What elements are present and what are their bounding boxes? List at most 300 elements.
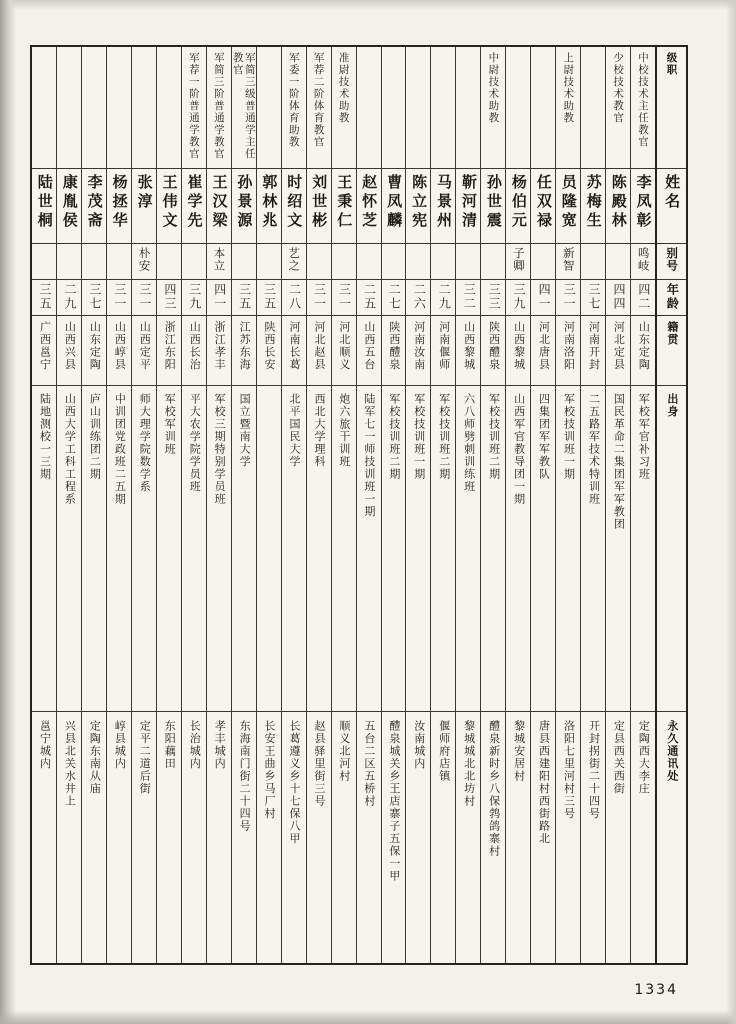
alias-cell xyxy=(157,244,181,280)
native-place-text: 广西邕宁 xyxy=(38,321,52,371)
address-text: 崞县城内 xyxy=(113,720,127,770)
age-cell xyxy=(357,280,381,316)
origin-cell xyxy=(481,386,505,712)
address-text: 开封拐街二十四号 xyxy=(587,720,601,820)
address-text: 黎城安居村 xyxy=(512,720,526,783)
name-cell xyxy=(332,169,356,244)
rank-cell xyxy=(282,47,306,169)
origin-cell xyxy=(257,386,281,712)
rank-cell xyxy=(456,47,480,169)
native-place-text: 河北赵县 xyxy=(312,321,326,371)
native-place-cell xyxy=(431,316,455,386)
origin-text: 北平国民大学 xyxy=(288,393,301,468)
header-label-native-place: 籍贯 xyxy=(665,321,679,346)
name-cell xyxy=(32,169,56,244)
age-text: 四二 xyxy=(636,283,651,311)
name-cell xyxy=(631,169,655,244)
age-text: 三七 xyxy=(587,283,602,311)
address-cell xyxy=(32,712,56,963)
native-place-cell xyxy=(581,316,605,386)
origin-cell xyxy=(207,386,231,712)
person-name: 陆世桐 xyxy=(35,174,54,231)
age-text: 三二 xyxy=(462,283,477,311)
name-cell xyxy=(207,169,231,244)
person-column xyxy=(630,47,655,963)
origin-text: 西北大学理科 xyxy=(312,393,326,468)
age-cell xyxy=(32,280,56,316)
header-cell-name xyxy=(657,169,686,244)
age-cell xyxy=(257,280,281,316)
alias-cell xyxy=(631,244,655,280)
address-cell xyxy=(332,712,356,963)
origin-cell xyxy=(132,386,156,712)
name-cell xyxy=(531,169,555,244)
alias-cell xyxy=(307,244,331,280)
native-place-text: 河南洛阳 xyxy=(562,321,576,371)
name-cell xyxy=(606,169,630,244)
rank-text: 少校技术教官 xyxy=(612,52,625,124)
person-column xyxy=(281,47,306,963)
age-cell xyxy=(406,280,430,316)
address-cell xyxy=(132,712,156,963)
person-name: 孙世震 xyxy=(484,174,503,231)
alias-cell xyxy=(57,244,81,280)
address-text: 长安王曲乡马厂村 xyxy=(263,720,277,820)
address-text: 醴泉新时乡八保鹁鸽寨村 xyxy=(487,720,501,858)
name-cell xyxy=(57,169,81,244)
origin-cell xyxy=(431,386,455,712)
age-cell xyxy=(57,280,81,316)
age-text: 四四 xyxy=(611,283,626,311)
rank-text: 中校技术主任教官 xyxy=(637,52,650,148)
rank-cell xyxy=(406,47,430,169)
alias-cell xyxy=(232,244,256,280)
native-place-text: 山东定陶 xyxy=(88,321,102,371)
person-column xyxy=(156,47,181,963)
header-label-address: 永久通讯处 xyxy=(665,720,679,783)
name-cell xyxy=(481,169,505,244)
age-text: 二九 xyxy=(437,283,452,311)
native-place-text: 陕西醴泉 xyxy=(487,321,501,371)
header-cell-age xyxy=(657,280,686,316)
header-cell-address xyxy=(657,712,686,963)
alias-cell xyxy=(581,244,605,280)
person-name: 任双禄 xyxy=(534,174,553,231)
address-text: 定平二道后街 xyxy=(138,720,152,795)
table-header-column xyxy=(655,47,686,963)
address-text: 孝丰城内 xyxy=(213,720,227,770)
person-column xyxy=(331,47,356,963)
scan-edge-shadow-bottom xyxy=(0,1010,736,1024)
origin-cell xyxy=(606,386,630,712)
person-column xyxy=(580,47,605,963)
origin-text: 六八师劈刺训练班 xyxy=(462,393,476,493)
rank-text: 中尉技术助教 xyxy=(487,52,500,124)
native-place-text: 江苏东海 xyxy=(238,321,252,371)
address-cell xyxy=(531,712,555,963)
rank-text: 军简三阶普通学教官 xyxy=(212,52,225,160)
native-place-cell xyxy=(456,316,480,386)
rank-cell xyxy=(332,47,356,169)
address-text: 邕宁城内 xyxy=(38,720,52,770)
native-place-text: 河北顺义 xyxy=(337,321,351,371)
address-text: 黎城城北北坊村 xyxy=(462,720,476,808)
rank-text: 准尉技术助教 xyxy=(337,52,350,124)
address-text: 长葛遵义乡十七保八甲 xyxy=(288,720,301,845)
address-cell xyxy=(307,712,331,963)
rank-text: 军荐一阶普通学教官 xyxy=(187,52,200,160)
rank-cell xyxy=(107,47,131,169)
person-name: 杨伯元 xyxy=(509,174,528,231)
person-column xyxy=(106,47,131,963)
age-cell xyxy=(282,280,306,316)
scan-edge-shadow-right xyxy=(726,0,736,1024)
address-cell xyxy=(631,712,655,963)
address-cell xyxy=(157,712,181,963)
person-name: 陈立宪 xyxy=(410,174,429,231)
origin-text: 国民革命二集团军军教团 xyxy=(612,393,626,531)
origin-cell xyxy=(307,386,331,712)
native-place-text: 山东定陶 xyxy=(637,321,651,371)
native-place-text: 山西定平 xyxy=(138,321,152,371)
rank-text: 上尉技术助教 xyxy=(562,52,575,124)
person-column xyxy=(505,47,530,963)
origin-cell xyxy=(107,386,131,712)
name-cell xyxy=(132,169,156,244)
alias-cell xyxy=(531,244,555,280)
address-cell xyxy=(556,712,580,963)
header-cell-rank xyxy=(657,47,686,169)
address-text: 洛阳七里河村三号 xyxy=(562,720,576,820)
person-column xyxy=(256,47,281,963)
native-place-cell xyxy=(182,316,206,386)
origin-text: 国立暨南大学 xyxy=(238,393,252,468)
person-name: 赵怀芝 xyxy=(360,174,379,231)
person-name: 康胤侯 xyxy=(60,174,79,231)
rank-cell xyxy=(57,47,81,169)
rank-cell xyxy=(431,47,455,169)
name-cell xyxy=(157,169,181,244)
person-name: 苏梅生 xyxy=(584,174,603,231)
person-column xyxy=(405,47,430,963)
name-cell xyxy=(506,169,530,244)
alias-cell xyxy=(107,244,131,280)
rank-cell xyxy=(32,47,56,169)
native-place-cell xyxy=(57,316,81,386)
origin-cell xyxy=(82,386,106,712)
native-place-text: 山西五台 xyxy=(362,321,376,371)
origin-text: 军校军官补习班 xyxy=(637,393,651,481)
person-name: 陈殿林 xyxy=(609,174,628,231)
native-place-text: 河南汝南 xyxy=(412,321,426,371)
origin-cell xyxy=(157,386,181,712)
person-name: 郭林兆 xyxy=(260,174,279,231)
origin-cell xyxy=(357,386,381,712)
native-place-text: 河北定县 xyxy=(612,321,626,371)
person-column xyxy=(480,47,505,963)
address-cell xyxy=(456,712,480,963)
address-text: 定县西关西街 xyxy=(612,720,626,795)
address-text: 顺义北河村 xyxy=(337,720,351,783)
scan-edge-shadow-left xyxy=(0,0,16,1024)
person-column xyxy=(56,47,81,963)
alias-text: 新智 xyxy=(561,247,576,272)
native-place-cell xyxy=(32,316,56,386)
person-column xyxy=(181,47,206,963)
native-place-text: 山西黎城 xyxy=(462,321,476,371)
age-text: 三一 xyxy=(312,283,327,311)
origin-text: 军校军训班 xyxy=(163,393,177,456)
rank-text: 军简三级普通学主任教官 xyxy=(231,52,256,160)
rank-cell xyxy=(207,47,231,169)
age-cell xyxy=(431,280,455,316)
person-column xyxy=(131,47,156,963)
alias-cell xyxy=(82,244,106,280)
native-place-text: 河南偃师 xyxy=(437,321,451,371)
address-cell xyxy=(257,712,281,963)
native-place-text: 浙江孝丰 xyxy=(213,321,227,371)
alias-cell xyxy=(506,244,530,280)
origin-text: 陆地测校一三期 xyxy=(38,393,52,481)
age-cell xyxy=(382,280,406,316)
native-place-cell xyxy=(481,316,505,386)
header-label-name: 姓名 xyxy=(663,174,682,212)
person-column xyxy=(231,47,256,963)
name-cell xyxy=(232,169,256,244)
age-cell xyxy=(82,280,106,316)
address-cell xyxy=(406,712,430,963)
name-cell xyxy=(456,169,480,244)
origin-text: 平大农学院学员班 xyxy=(188,393,202,493)
native-place-cell xyxy=(232,316,256,386)
age-text: 二八 xyxy=(287,283,302,311)
person-name: 李茂斋 xyxy=(85,174,104,231)
address-cell xyxy=(357,712,381,963)
header-cell-alias xyxy=(657,244,686,280)
age-cell xyxy=(556,280,580,316)
address-text: 东海南门街二十四号 xyxy=(238,720,252,833)
address-cell xyxy=(382,712,406,963)
name-cell xyxy=(406,169,430,244)
native-place-text: 山西崞县 xyxy=(113,321,127,371)
native-place-text: 河南长葛 xyxy=(288,321,301,371)
rank-cell xyxy=(506,47,530,169)
origin-cell xyxy=(406,386,430,712)
alias-text: 本立 xyxy=(212,247,227,272)
alias-text: 艺之 xyxy=(287,247,302,272)
origin-text: 军校技训班一期 xyxy=(412,393,426,481)
native-place-cell xyxy=(332,316,356,386)
name-cell xyxy=(307,169,331,244)
address-text: 汝南城内 xyxy=(412,720,426,770)
age-cell xyxy=(456,280,480,316)
person-name: 员隆宽 xyxy=(559,174,578,231)
origin-text: 军校技训班二期 xyxy=(437,393,451,481)
alias-cell xyxy=(257,244,281,280)
origin-cell xyxy=(556,386,580,712)
alias-cell xyxy=(382,244,406,280)
age-text: 二六 xyxy=(412,283,427,311)
alias-cell xyxy=(332,244,356,280)
rank-cell xyxy=(307,47,331,169)
native-place-cell xyxy=(631,316,655,386)
name-cell xyxy=(182,169,206,244)
origin-cell xyxy=(182,386,206,712)
person-column xyxy=(306,47,331,963)
person-name: 王秉仁 xyxy=(335,174,354,231)
name-cell xyxy=(431,169,455,244)
age-text: 三五 xyxy=(38,283,53,311)
age-text: 三一 xyxy=(562,283,577,311)
alias-text: 子卿 xyxy=(511,247,526,272)
age-cell xyxy=(232,280,256,316)
address-text: 五台二区五桥村 xyxy=(362,720,376,808)
person-column xyxy=(381,47,406,963)
rank-cell xyxy=(606,47,630,169)
rank-cell xyxy=(531,47,555,169)
age-text: 三一 xyxy=(337,283,352,311)
address-cell xyxy=(232,712,256,963)
origin-cell xyxy=(232,386,256,712)
origin-text: 军校技训班二期 xyxy=(487,393,501,481)
rank-text: 军荐二阶体育教官 xyxy=(312,52,325,148)
header-label-rank: 级职 xyxy=(665,52,678,76)
rank-cell xyxy=(182,47,206,169)
address-text: 东阳藕田 xyxy=(163,720,177,770)
native-place-text: 山西长治 xyxy=(188,321,202,371)
origin-cell xyxy=(631,386,655,712)
age-cell xyxy=(332,280,356,316)
name-cell xyxy=(82,169,106,244)
native-place-cell xyxy=(556,316,580,386)
person-column xyxy=(555,47,580,963)
page-number: 1334 xyxy=(634,982,678,998)
origin-cell xyxy=(332,386,356,712)
person-name: 张淳 xyxy=(135,174,154,212)
person-name: 靳河清 xyxy=(459,174,478,231)
scan-edge-shadow-top xyxy=(0,0,736,10)
name-cell xyxy=(107,169,131,244)
name-cell xyxy=(257,169,281,244)
address-cell xyxy=(581,712,605,963)
origin-cell xyxy=(57,386,81,712)
rank-cell xyxy=(382,47,406,169)
age-cell xyxy=(531,280,555,316)
address-cell xyxy=(431,712,455,963)
origin-text: 军校技训班二期 xyxy=(387,393,401,481)
native-place-cell xyxy=(506,316,530,386)
address-text: 醴泉城关乡王店寨子五保一甲 xyxy=(387,720,401,883)
person-name: 孙景源 xyxy=(235,174,254,231)
header-cell-native-place xyxy=(657,316,686,386)
address-text: 赵县驿里街三号 xyxy=(312,720,326,808)
age-cell xyxy=(581,280,605,316)
rank-cell xyxy=(481,47,505,169)
address-cell xyxy=(606,712,630,963)
age-cell xyxy=(207,280,231,316)
person-name: 时绍文 xyxy=(285,174,304,231)
alias-cell xyxy=(406,244,430,280)
age-cell xyxy=(182,280,206,316)
alias-text: 朴安 xyxy=(137,247,152,272)
person-column xyxy=(455,47,480,963)
native-place-text: 河北唐县 xyxy=(537,321,551,371)
address-cell xyxy=(207,712,231,963)
origin-text: 二五路军技术特训班 xyxy=(587,393,601,506)
alias-cell xyxy=(207,244,231,280)
person-column xyxy=(530,47,555,963)
address-text: 唐县西建阳村西街路北 xyxy=(537,720,551,845)
person-name: 杨拯华 xyxy=(110,174,129,231)
person-name: 曹凤麟 xyxy=(385,174,404,231)
name-cell xyxy=(282,169,306,244)
rank-text: 军委一阶体育助教 xyxy=(287,52,300,148)
alias-text: 鸣岐 xyxy=(636,247,651,272)
alias-cell xyxy=(606,244,630,280)
origin-cell xyxy=(581,386,605,712)
origin-text: 师大理学院数学系 xyxy=(138,393,152,493)
native-place-cell xyxy=(257,316,281,386)
person-column xyxy=(430,47,455,963)
address-cell xyxy=(481,712,505,963)
native-place-cell xyxy=(606,316,630,386)
origin-text: 山西大学工科工程系 xyxy=(63,393,77,506)
name-cell xyxy=(556,169,580,244)
origin-text: 军校技训班一期 xyxy=(562,393,576,481)
native-place-cell xyxy=(82,316,106,386)
origin-text: 陆军七一师技训班一期 xyxy=(362,393,376,518)
alias-cell xyxy=(456,244,480,280)
native-place-text: 山西兴县 xyxy=(63,321,77,371)
alias-cell xyxy=(481,244,505,280)
address-cell xyxy=(82,712,106,963)
age-text: 四一 xyxy=(212,283,227,311)
person-name: 马景州 xyxy=(435,174,454,231)
rank-cell xyxy=(631,47,655,169)
age-text: 四三 xyxy=(162,283,177,311)
person-name: 刘世彬 xyxy=(310,174,329,231)
origin-cell xyxy=(382,386,406,712)
origin-cell xyxy=(456,386,480,712)
age-text: 四一 xyxy=(537,283,552,311)
name-cell xyxy=(357,169,381,244)
age-text: 二五 xyxy=(362,283,377,311)
origin-cell xyxy=(506,386,530,712)
age-text: 三五 xyxy=(262,283,277,311)
origin-text: 炮六旅干训班 xyxy=(337,393,351,468)
address-text: 长治城内 xyxy=(188,720,202,770)
age-text: 三九 xyxy=(512,283,527,311)
rank-cell xyxy=(581,47,605,169)
age-text: 二九 xyxy=(63,283,77,311)
person-name: 李凤彰 xyxy=(634,174,653,231)
personnel-table xyxy=(30,45,688,965)
native-place-cell xyxy=(132,316,156,386)
native-place-cell xyxy=(357,316,381,386)
origin-text: 庐山训练团二期 xyxy=(88,393,102,481)
person-column xyxy=(81,47,106,963)
person-column xyxy=(206,47,231,963)
address-cell xyxy=(107,712,131,963)
address-text: 定陶东南从庙 xyxy=(88,720,102,795)
age-text: 三九 xyxy=(187,283,202,311)
age-cell xyxy=(606,280,630,316)
native-place-cell xyxy=(157,316,181,386)
native-place-cell xyxy=(282,316,306,386)
age-cell xyxy=(157,280,181,316)
person-name: 王汉梁 xyxy=(210,174,229,231)
name-cell xyxy=(581,169,605,244)
